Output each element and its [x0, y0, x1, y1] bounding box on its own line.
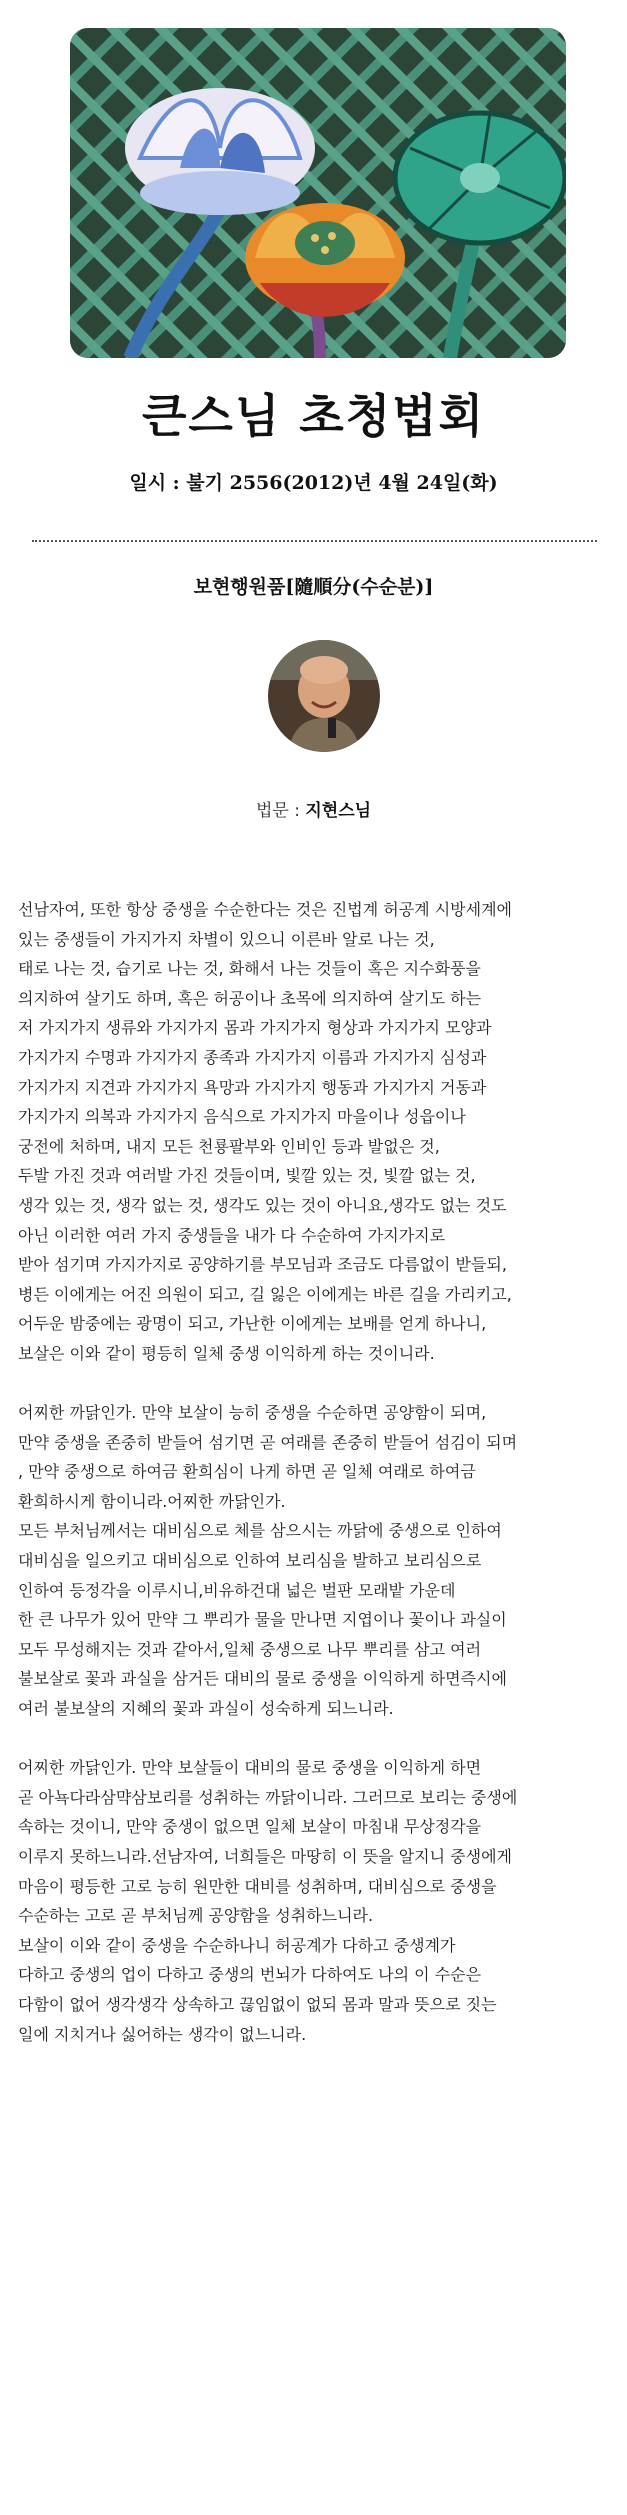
- text-line: 병든 이에게는 어진 의원이 되고, 길 잃은 이에게는 바른 길을 가리키고,: [18, 1284, 512, 1304]
- text-line: 궁전에 처하며, 내지 모든 천룡팔부와 인비인 등과 발없은 것,: [18, 1136, 440, 1156]
- text-line: 인하여 등정각을 이루시니,비유하건대 넓은 벌판 모래밭 가운데: [18, 1580, 456, 1600]
- text-line: 의지하여 살기도 하며, 혹은 허공이나 초목에 의지하여 살기도 하는: [18, 988, 482, 1008]
- text-line: 일에 지치거나 싫어하는 생각이 없느니라.: [18, 2024, 307, 2044]
- text-line: 가지가지 지견과 가지가지 욕망과 가지가지 행동과 가지가지 거동과: [18, 1077, 487, 1097]
- text-line: 이루지 못하느니라.선남자여, 너희들은 마땅히 이 뜻을 알지니 중생에게: [18, 1847, 512, 1866]
- lecturer-label: 법문 :: [255, 801, 300, 821]
- text-line: 어찌한 까닭인가. 만약 보살들이 대비의 물로 중생을 이익하게 하면: [18, 1758, 482, 1778]
- text-line: 보살은 이와 같이 평등히 일체 중생 이익하게 하는 것이니라.: [18, 1343, 435, 1363]
- lecturer-credit: [0, 796, 627, 821]
- text-line: 어찌한 까닭인가. 만약 보살이 능히 중생을 수순하면 공양함이 되며,: [18, 1403, 487, 1423]
- lecturer-name: 지현스님: [305, 801, 372, 821]
- text-line: 있는 중생들이 가지가지 차별이 있으니 이른바 알로 나는 것,: [18, 929, 435, 949]
- text-line: , 만약 중생으로 하여금 환희심이 나게 하면 곧 일체 여래로 하여금: [18, 1462, 476, 1482]
- text-line: 보살이 이와 같이 중생을 수순하나니 허공계가 다하고 중생계가: [18, 1935, 456, 1955]
- dotted-divider: [32, 540, 597, 542]
- lotus-lattice-illustration: [70, 28, 566, 358]
- section-title: 보현행원품[隨順分(수순분)]: [193, 576, 434, 598]
- text-line: 아닌 이러한 여러 가지 중생들을 내가 다 수순하여 가지가지로: [18, 1225, 446, 1245]
- text-line: 선남자여, 또한 항상 중생을 수순한다는 것은 진법계 허공계 시방세계에: [18, 900, 512, 919]
- text-line: 불보살로 꽃과 과실을 삼거든 대비의 물로 중생을 이익하게 하면즉시에: [18, 1669, 507, 1689]
- text-line: 곧 아뇩다라삼먁삼보리를 성취하는 까닭이니라. 그러므로 보리는 중생에: [18, 1787, 518, 1807]
- text-line: 대비심을 일으키고 대비심으로 인하여 보리심을 발하고 보리심으로: [18, 1551, 482, 1571]
- text-line: 한 큰 나무가 있어 만약 그 뿌리가 물을 만나면 지엽이나 꽃이나 과실이: [18, 1610, 507, 1630]
- text-line: 마음이 평등한 고로 능히 원만한 대비를 성취하며, 대비심으로 중생을: [18, 1876, 497, 1896]
- text-line: 가지가지 수명과 가지가지 종족과 가지가지 이름과 가지가지 심성과: [18, 1047, 487, 1067]
- paragraph-1: [18, 895, 618, 1369]
- event-date: 일시 : 불기 2556(2012)년 4월 24일(화): [129, 472, 498, 494]
- text-line: 받아 섬기며 가지가지로 공양하기를 부모님과 조금도 다름없이 받들되,: [18, 1255, 507, 1275]
- text-line: 여러 불보살의 지혜의 꽃과 과실이 성숙하게 되느니라.: [18, 1699, 394, 1719]
- text-line: 생각 있는 것, 생각 없는 것, 생각도 있는 것이 아니요,생각도 없는 것도: [18, 1195, 507, 1215]
- text-line: 수순하는 고로 곧 부처님께 공양함을 성취하느니라.: [18, 1906, 374, 1926]
- text-line: 가지가지 의복과 가지가지 음식으로 가지가지 마을이나 성읍이나: [18, 1107, 466, 1127]
- lotus-lattice-image: [70, 28, 566, 358]
- text-line: 태로 나는 것, 습기로 나는 것, 화해서 나는 것들이 혹은 지수화풍을: [18, 959, 481, 979]
- page-title: 큰스님 초청법회: [141, 389, 486, 443]
- text-line: 환희하시게 함이니라.어찌한 까닭인가.: [18, 1491, 286, 1511]
- text-line: 두발 가진 것과 여러발 가진 것들이며, 빛깔 있는 것, 빛깔 없는 것,: [18, 1166, 476, 1186]
- text-line: 만약 중생을 존중히 받들어 섬기면 곧 여래를 존중히 받들어 섬김이 되며: [18, 1432, 518, 1452]
- text-line: 모두 무성해지는 것과 같아서,일체 중생으로 나무 뿌리를 삼고 여러: [18, 1639, 482, 1659]
- lecturer-photo: [268, 640, 380, 752]
- sermon-text: [18, 895, 618, 2079]
- text-line: 어두운 밤중에는 광명이 되고, 가난한 이에게는 보배를 얻게 하나니,: [18, 1314, 487, 1334]
- monk-portrait: [268, 640, 380, 752]
- paragraph-2: [18, 1398, 618, 1724]
- paragraph-3: [18, 1753, 618, 2049]
- text-line: 저 가지가지 생류와 가지가지 몸과 가지가지 형상과 가지가지 모양과: [18, 1018, 492, 1038]
- text-line: 다함이 없어 생각생각 상속하고 끊임없이 없되 몸과 말과 뜻으로 짓는: [18, 1994, 497, 2014]
- text-line: 모든 부처님께서는 대비심으로 체를 삼으시는 까닭에 중생으로 인하여: [18, 1521, 502, 1541]
- text-line: 다하고 중생의 업이 다하고 중생의 번뇌가 다하여도 나의 이 수순은: [18, 1965, 482, 1985]
- text-line: 속하는 것이니, 만약 중생이 없으면 일체 보살이 마침내 무상정각을: [18, 1817, 482, 1837]
